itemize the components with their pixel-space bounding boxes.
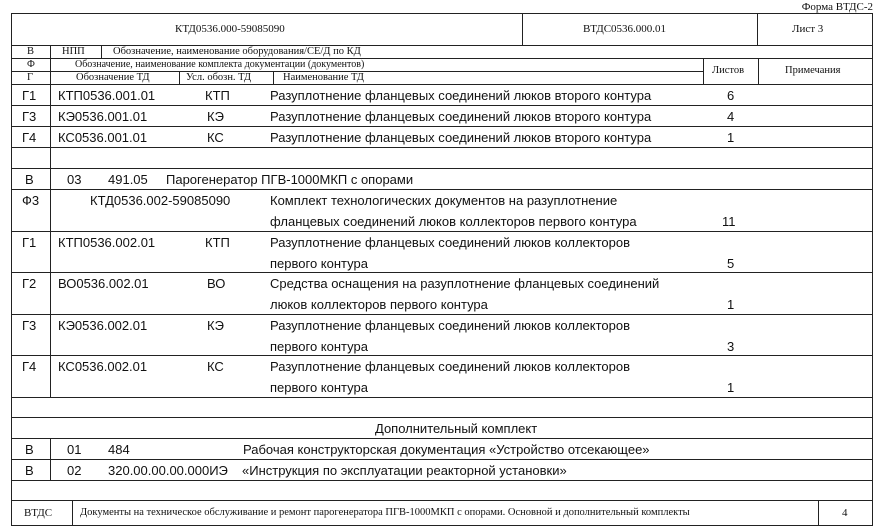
row-td-abbr: КС <box>207 130 224 145</box>
sheet-number: Лист 3 <box>792 23 824 35</box>
hline <box>11 480 873 481</box>
col-v-desc: Обозначение, наименование оборудования/СЕ/Д по КД <box>113 46 361 57</box>
additional-set-title: Дополнительный комплект <box>375 421 538 436</box>
hline <box>11 438 873 439</box>
row-code: Г4 <box>22 130 37 145</box>
col-v-letter: В <box>27 46 35 57</box>
row-td-code: КЭ0536.002.01 <box>58 318 148 333</box>
row-name-line2: люков коллекторов первого контура <box>270 297 488 312</box>
col-td-name: Наименование ТД <box>283 72 364 83</box>
col-g-letter: Г <box>27 72 34 83</box>
hline <box>11 231 873 232</box>
hline <box>11 126 873 127</box>
doc-code: КТД0536.000-59085090 <box>175 23 285 35</box>
row-code: Г2 <box>22 276 37 291</box>
row-td-code: КТП0536.002.01 <box>58 235 156 250</box>
row-name: Рабочая конструкторская документация «Устройство отсекающее» <box>243 442 650 457</box>
hline <box>11 147 873 148</box>
row-name-line2: первого контура <box>270 339 368 354</box>
row-name-line2: фланцевых соединений люков коллекторов первого контура <box>270 214 637 229</box>
vline-code-footer <box>72 500 73 525</box>
row-sheets: 11 <box>722 214 736 229</box>
row-sheets: 5 <box>727 256 735 271</box>
title-sep-1 <box>522 13 523 45</box>
row-sheets: 1 <box>727 130 735 145</box>
row-td-abbr: КЭ <box>207 318 224 333</box>
row-name: «Инструкция по эксплуатации реакторной установки» <box>242 463 567 478</box>
row-item: 320.00.00.00.000ИЭ <box>108 463 228 478</box>
col-td-code: Обозначение ТД <box>76 72 150 83</box>
vline-npp <box>101 45 102 58</box>
row-name: Разуплотнение фланцевых соединений люков второго контура <box>270 130 652 145</box>
vline-abbr <box>273 71 274 84</box>
row-code: Г3 <box>22 318 37 333</box>
row-name: Разуплотнение фланцевых соединений люков второго контура <box>270 109 652 124</box>
row-code: Г1 <box>22 88 37 103</box>
row-sheets: 6 <box>727 88 735 103</box>
hline <box>11 397 873 398</box>
row-name-line1: Средства оснащения на разуплотнение фланцевых соединений <box>270 276 660 291</box>
row-code: Ф3 <box>22 193 40 208</box>
col-notes: Примечания <box>785 65 841 76</box>
row-sheets: 4 <box>727 109 735 124</box>
row-td-code: КТП0536.001.01 <box>58 88 156 103</box>
row-td-abbr: КС <box>207 359 224 374</box>
row-name-line1: Разуплотнение фланцевых соединений люков коллекторов <box>270 235 631 250</box>
col-npp: НПП <box>62 46 85 57</box>
vline-td <box>179 71 180 84</box>
title-sep-2 <box>757 13 758 45</box>
row-code: В <box>25 172 34 187</box>
row-code: Г1 <box>22 235 37 250</box>
row-code: Г3 <box>22 109 37 124</box>
row-name: Разуплотнение фланцевых соединений люков второго контура <box>270 88 652 103</box>
row-item: 491.05 <box>108 172 148 187</box>
hline <box>11 168 873 169</box>
hline <box>11 314 873 315</box>
col-sheets: Листов <box>712 65 745 76</box>
row-sheets: 1 <box>727 297 735 312</box>
footer-label: ВТДС <box>24 507 53 519</box>
row-name: Парогенератор ПГВ-1000МКП с опорами <box>166 172 414 187</box>
frame-left <box>11 13 12 526</box>
row-code: В <box>25 442 34 457</box>
row-name-line1: Разуплотнение фланцевых соединений люков коллекторов <box>270 359 631 374</box>
row-name-line1: Комплект технологических документов на разуплотнение <box>270 193 618 208</box>
vline-sheets <box>703 58 704 84</box>
row-code: Г4 <box>22 359 37 374</box>
col-f-desc: Обозначение, наименование комплекта документации (документов) <box>75 59 365 70</box>
hline <box>11 417 873 418</box>
row-td-code: КС0536.002.01 <box>58 359 148 374</box>
row-code: В <box>25 463 34 478</box>
vtds-code: ВТДС0536.000.01 <box>583 23 667 35</box>
row-name-line1: Разуплотнение фланцевых соединений люков коллекторов <box>270 318 631 333</box>
frame-top <box>11 13 873 14</box>
row-td-abbr: КТП <box>205 235 230 250</box>
vline-notes <box>758 58 759 84</box>
row-td-abbr: КТП <box>205 88 230 103</box>
footer-text: Документы на техническое обслуживание и ремонт парогенератора ПГВ-1000МКП с опорами. Основной и дополнительный комплекты <box>80 507 690 518</box>
row-item: 484 <box>108 442 130 457</box>
hline <box>11 459 873 460</box>
row-number: 01 <box>67 442 82 457</box>
hline <box>11 272 873 273</box>
row-sheets: 1 <box>727 380 735 395</box>
col-td-short: Усл. обозн. ТД <box>186 72 252 83</box>
footer-number: 4 <box>842 507 848 519</box>
vline-code-2 <box>50 438 51 480</box>
row-number: 02 <box>67 463 82 478</box>
frame-bottom <box>11 525 873 526</box>
row-td-abbr: КЭ <box>207 109 224 124</box>
hline <box>11 189 873 190</box>
row-sheets: 3 <box>727 339 735 354</box>
row-td-abbr: ВО <box>207 276 226 291</box>
col-f-letter: Ф <box>27 59 35 70</box>
vline-code <box>50 45 51 397</box>
row-td-code: ВО0536.002.01 <box>58 276 149 291</box>
hline <box>11 500 873 501</box>
hline <box>11 84 873 85</box>
row-td-code: КС0536.001.01 <box>58 130 148 145</box>
row-td-code: КЭ0536.001.01 <box>58 109 148 124</box>
frame-right <box>872 13 873 526</box>
row-number: 03 <box>67 172 82 187</box>
hline <box>11 355 873 356</box>
hline <box>11 105 873 106</box>
row-name-line2: первого контура <box>270 380 368 395</box>
row-td-code: КТД0536.002-59085090 <box>90 193 231 208</box>
form-label: Форма ВТДС-2 <box>801 1 873 13</box>
vline-footer-num <box>818 500 819 525</box>
row-name-line2: первого контура <box>270 256 368 271</box>
